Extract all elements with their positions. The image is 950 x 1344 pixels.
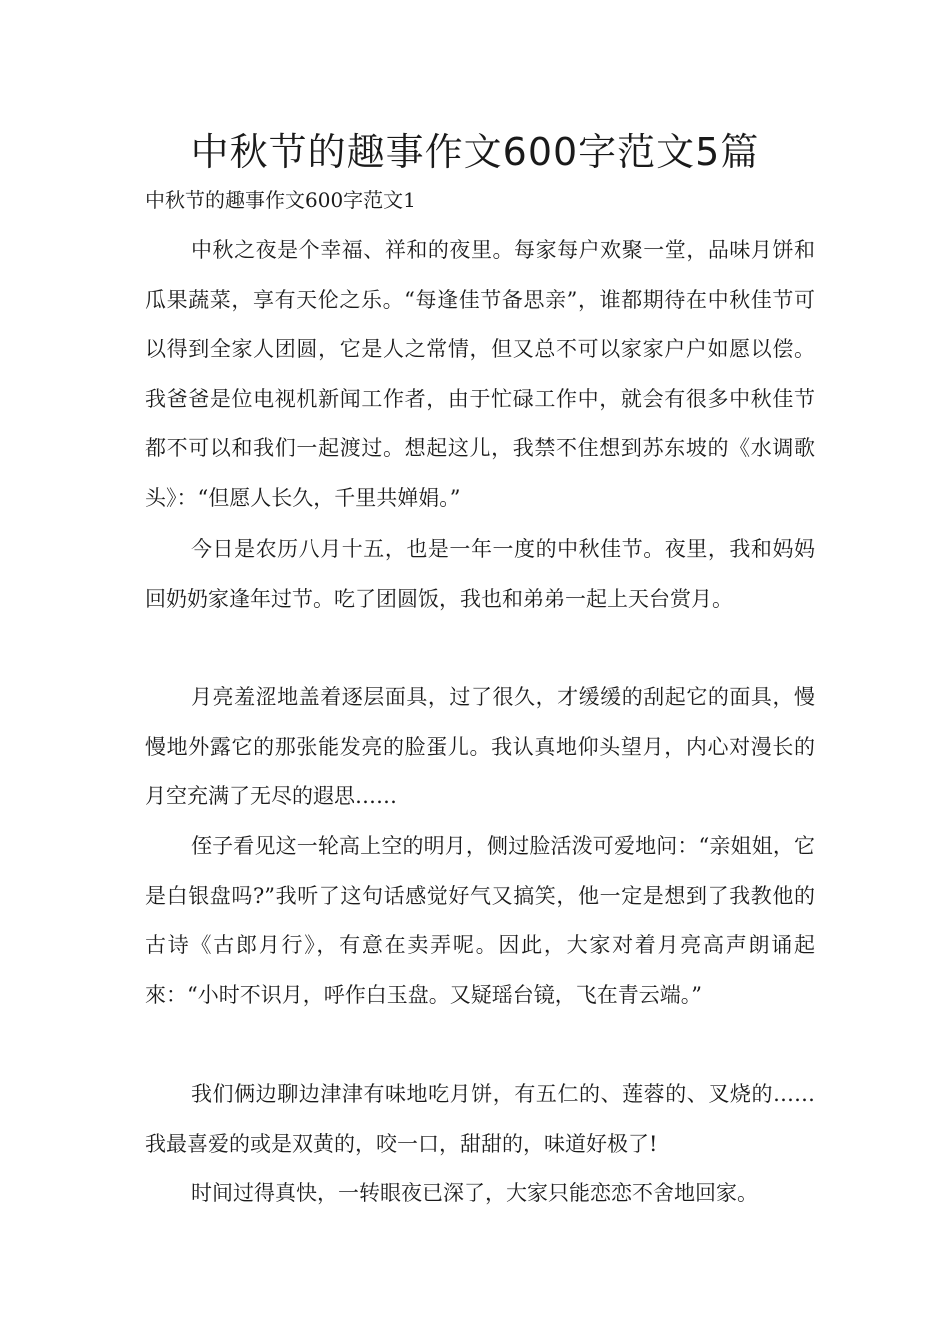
paragraph-1: 中秋之夜是个幸福、祥和的夜里。每家每户欢聚一堂，品味月饼和瓜果蔬菜，享有天伦之乐。“每逢佳节备思亲”，谁都期待在中秋佳节可以得到全家人团圆，它是人之常情，但又总不可以家家户户如愿以偿。我爸爸是位电视机新闻工作者，由于忙碌工作中，就会有很多中秋佳节都不可以和我们一起渡过。想起这儿，我禁不住想到苏东坡的《水调歌头》：“但愿人长久，千里共婵娟。” bbox=[145, 238, 815, 510]
paragraph-6: 时间过得真快，一转眼夜已深了，大家只能恋恋不舍地回家。 bbox=[191, 1181, 758, 1205]
paragraph-2: 今日是农历八月十五，也是一年一度的中秋佳节。夜里，我和妈妈回奶奶家逢年过节。吃了团圆饭，我也和弟弟一起上天台赏月。 bbox=[145, 537, 815, 611]
section-heading: 中秋节的趣事作文600字范文1 bbox=[145, 188, 416, 212]
paragraph-4: 侄子看见这一轮高上空的明月，侧过脸活泼可爱地问：“亲姐姐，它是白银盘吗?”我听了这句话感觉好气又搞笑，他一定是想到了我教他的古诗《古郎月行》，有意在卖弄呢。因此，大家对着月亮高声朗诵起來：“小时不识月，呼作白玉盘。又疑瑶台镜，飞在青云端。” bbox=[145, 834, 815, 1007]
paragraph-5: 我们俩边聊边津津有味地吃月饼，有五仁的、莲蓉的、叉烧的……我最喜爱的或是双黄的，咬一口，甜甜的，味道好极了! bbox=[145, 1082, 815, 1156]
document-title: 中秋节的趣事作文600字范文5篇 bbox=[190, 130, 760, 174]
paragraph-3: 月亮羞涩地盖着逐层面具，过了很久，才缓缓的刮起它的面具，慢慢地外露它的那张能发亮的脸蛋儿。我认真地仰头望月，内心对漫长的月空充满了无尽的遐思…… bbox=[145, 685, 815, 809]
